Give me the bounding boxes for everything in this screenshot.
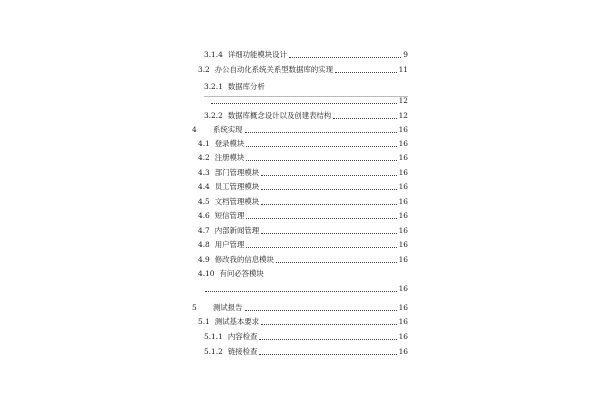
dot-leader [205,291,397,292]
toc-entry-number: 5.1.1 [204,332,223,341]
toc-entry-number: 4.5 [198,197,210,206]
toc-entry-4-7[interactable] [198,224,408,236]
toc-entry-number: 5 [192,303,197,312]
toc-entry-title: 员工管理模块 [214,182,260,191]
dot-leader [245,132,397,133]
toc-entry-page: 16 [398,226,408,235]
toc-entry-page: 11 [398,65,408,74]
toc-entry-3-1-4[interactable] [204,48,408,60]
toc-entry-page: 12 [398,111,408,120]
toc-entry-number: 3.2 [198,65,210,74]
dot-leader [259,339,396,340]
toc-entry-4-4[interactable] [198,180,408,192]
toc-entry-page: 12 [398,96,408,105]
toc-entry-page: 9 [403,50,408,59]
toc-entry-number: 5.1 [198,317,210,326]
toc-entry-number: 4 [192,125,197,134]
toc-entry-4-2[interactable] [198,151,408,163]
dot-leader [261,204,396,205]
toc-entry-page: 16 [398,168,408,177]
toc-entry-title: 内容检查 [227,332,258,341]
toc-entry-number: 4.9 [198,255,210,264]
toc-entry-number: 4.6 [198,211,210,220]
toc-entry-title: 数据库分析 [227,82,265,91]
toc-entry-page: 16 [398,182,408,191]
toc-entry-number: 4.2 [198,153,210,162]
dot-leader [261,233,396,234]
toc-entry-title: 系统实现 [213,125,243,134]
dot-leader [261,189,396,190]
dot-leader [246,160,396,161]
toc-entry-5-1[interactable] [198,315,408,327]
toc-entry-page: 16 [398,197,408,206]
toc-entry-number: 3.2.2 [204,111,223,120]
toc-entry-page: 16 [398,139,408,148]
toc-entry-number: 4.10 [198,269,215,278]
dot-leader [245,310,397,311]
toc-entry-5-1-2[interactable] [204,345,408,357]
dot-leader [261,324,396,325]
toc-entry-title: 办公自动化系统关系型数据库的实现 [214,65,334,74]
toc-entry-title: 内部新闻管理 [214,226,260,235]
toc-entry-3-2-2[interactable] [204,109,408,121]
dot-leader [276,262,397,263]
toc-entry-page: 16 [398,347,408,356]
toc-entry-title: 测试报告 [213,303,243,312]
toc-entry-number: 3.1.4 [204,50,223,59]
toc-entry-title: 部门管理模块 [214,168,260,177]
toc-entry-4-1[interactable] [198,137,408,149]
toc-entry-page: 16 [398,125,408,134]
dot-leader [289,57,401,58]
toc-entry-page: 16 [398,332,408,341]
toc-entry-number: 4.1 [198,139,210,148]
toc-entry-title: 链接检查 [227,347,258,356]
toc-entry-number: 3.2.1 [204,82,223,91]
toc-entry-5[interactable] [192,301,408,313]
dot-leader [333,118,396,119]
toc-entry-page: 16 [398,303,408,312]
dot-leader [335,72,397,73]
toc-entry-title: 有问必答模块 [219,269,264,278]
toc-entry-4-3[interactable] [198,166,408,178]
toc-entry-title: 文档管理模块 [214,197,260,206]
toc-entry-4-9[interactable] [198,253,408,265]
toc-entry-3-2-1-continued[interactable] [204,94,408,106]
toc-entry-page: 16 [398,317,408,326]
toc-entry-number: 4.4 [198,182,210,191]
toc-entry-3-2[interactable] [198,63,408,75]
dot-leader [246,218,396,219]
toc-entry-page: 16 [398,240,408,249]
toc-entry-4-10[interactable] [198,267,264,279]
toc-entry-page: 16 [398,211,408,220]
toc-entry-4-6[interactable] [198,209,408,221]
toc-entry-number: 4.8 [198,240,210,249]
toc-entry-3-2-1[interactable] [204,80,265,92]
toc-entry-number: 4.7 [198,226,210,235]
toc-entry-title: 短信管理 [214,211,245,220]
toc-entry-4-8[interactable] [198,238,408,250]
toc-entry-5-1-1[interactable] [204,330,408,342]
dot-leader [246,247,396,248]
toc-entry-number: 5.1.2 [204,347,223,356]
dot-leader [246,146,396,147]
toc-entry-title: 测试基本要求 [214,317,260,326]
toc-entry-title: 注册模块 [214,153,245,162]
toc-entry-title: 用户管理 [214,240,245,249]
toc-entry-title: 数据库概念设计以及创建表结构 [227,111,332,120]
toc-entry-page: 16 [398,255,408,264]
toc-entry-4-5[interactable] [198,195,408,207]
toc-entry-number: 4.3 [198,168,210,177]
toc-entry-4-10-continued[interactable] [198,282,408,294]
toc-entry-page: 16 [398,153,408,162]
dot-leader [261,175,396,176]
toc-entry-title: 详细功能模块设计 [227,50,287,59]
dot-leader [211,103,397,104]
toc-entry-title: 修改我的信息模块 [214,255,274,264]
toc-entry-4[interactable] [192,123,408,135]
dot-leader [259,354,396,355]
toc-entry-title: 登录模块 [214,139,245,148]
toc-entry-page: 16 [398,284,408,293]
